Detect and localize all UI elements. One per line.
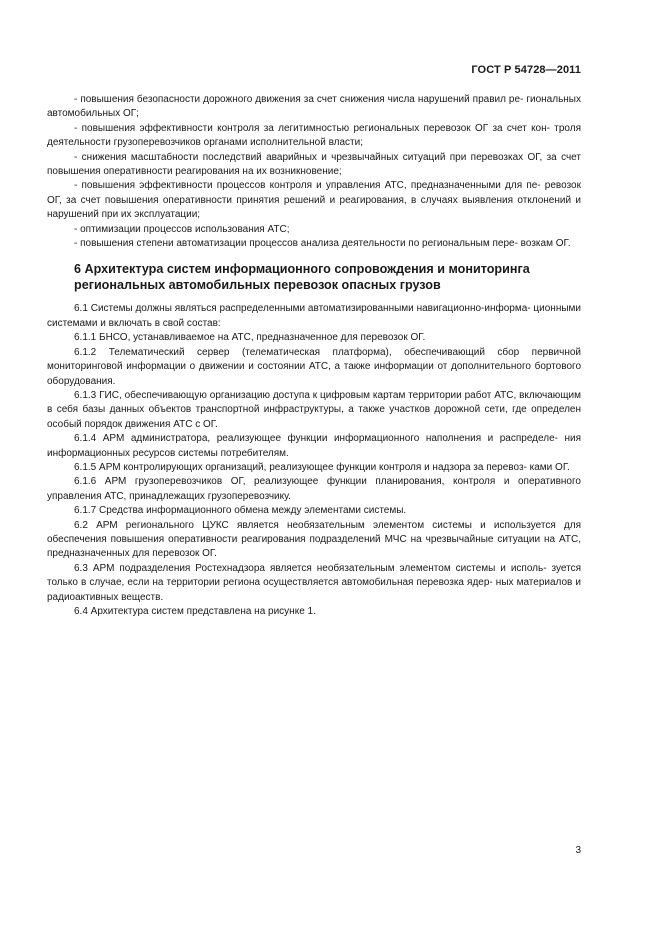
paragraph: 6.2 АРМ регионального ЦУКС является необязательным элементом системы и используется для обеспечения повышения оперативности реагирования подразделений МЧС на чрезвычайные ситуации на АТС, предназначенных для перевозок ОГ. xyxy=(47,519,581,560)
paragraph: 6.1.4 АРМ администратора, реализующее функции информационного наполнения и распределе- ния информационных ресурсов системы потребителям. xyxy=(47,433,581,459)
list-item: - повышения эффективности процессов контроля и управления АТС, предназначенными для пе- ревозок ОГ, за счет повышения оперативности принятия решений и реагирования, в случаях выявления отклонений и нарушений при их эксплуатации; xyxy=(47,180,581,221)
list-item: - снижения масштабности последствий аварийных и чрезвычайных ситуаций при перевозках ОГ, за счет повышения оперативности реагирования на их возникновение; xyxy=(47,151,581,178)
paragraph: 6.1.1 БНСО, устанавливаемое на АТС, предназначенное для перевозок ОГ. xyxy=(74,332,426,344)
paragraph: 6.4 Архитектура систем представлена на рисунке 1. xyxy=(74,606,316,617)
bullet-list xyxy=(47,93,581,251)
section-heading: 6 Архитектура систем информационного сопровождения и мониторинга региональных автомобильных перевозок опасных грузов xyxy=(74,262,530,292)
paragraph: 6.1.5 АРМ контролирующих организаций, реализующее функции контроля и надзора за перевоз- ками ОГ. xyxy=(74,461,570,473)
paragraph: 6.1.6 АРМ грузоперевозчиков ОГ, реализующее функции планирования, контроля и оперативного управления АТС, принадлежащих грузоперевозчику. xyxy=(47,476,581,502)
document-code: ГОСТ Р 54728—2011 xyxy=(471,64,581,76)
paragraph: 6.1 Системы должны являться распределенными автоматизированными навигационно-информа- ционными системами и включать в свой состав: xyxy=(47,303,581,329)
paragraph: 6.1.7 Средства информационного обмена между элементами системы. xyxy=(74,505,407,517)
page-number: 3 xyxy=(575,845,581,856)
section-paragraphs xyxy=(47,302,581,619)
page-body xyxy=(47,93,581,619)
paragraph: 6.3 АРМ подразделения Ростехнадзора является необязательным элементом системы и исполь- зуется только в случае, если на территории региона осуществляется автомобильная перевозка ядер- ных материалов и радиоактивных веществ. xyxy=(47,562,581,603)
paragraph: 6.1.2 Телематический сервер (телематическая платформа), обеспечивающий сбор первичной мониторинговой информации о движении и состоянии АТС, а также информации от дополнительного бортового оборудования. xyxy=(47,346,581,387)
list-item: - повышения эффективности контроля за легитимностью региональных перевозок ОГ за счет кон- троля деятельности грузоперевозчиков органами исполнительной власти; xyxy=(47,122,581,149)
list-item: - повышения степени автоматизации процессов анализа деятельности по региональным пере- возкам ОГ. xyxy=(74,238,571,250)
list-item: - оптимизации процессов использования АТС; xyxy=(74,223,290,235)
list-item: - повышения безопасности дорожного движения за счет снижения числа нарушений правил ре- гиональных автомобильных ОГ; xyxy=(47,94,581,120)
paragraph: 6.1.3 ГИС, обеспечивающую организацию доступа к цифровым картам территории работ АТС, включающим в себя базы данных объектов транспортной инфраструктуры, а также участков дорожной сети, где определен особый порядок движения АТС с ОГ. xyxy=(47,389,581,430)
